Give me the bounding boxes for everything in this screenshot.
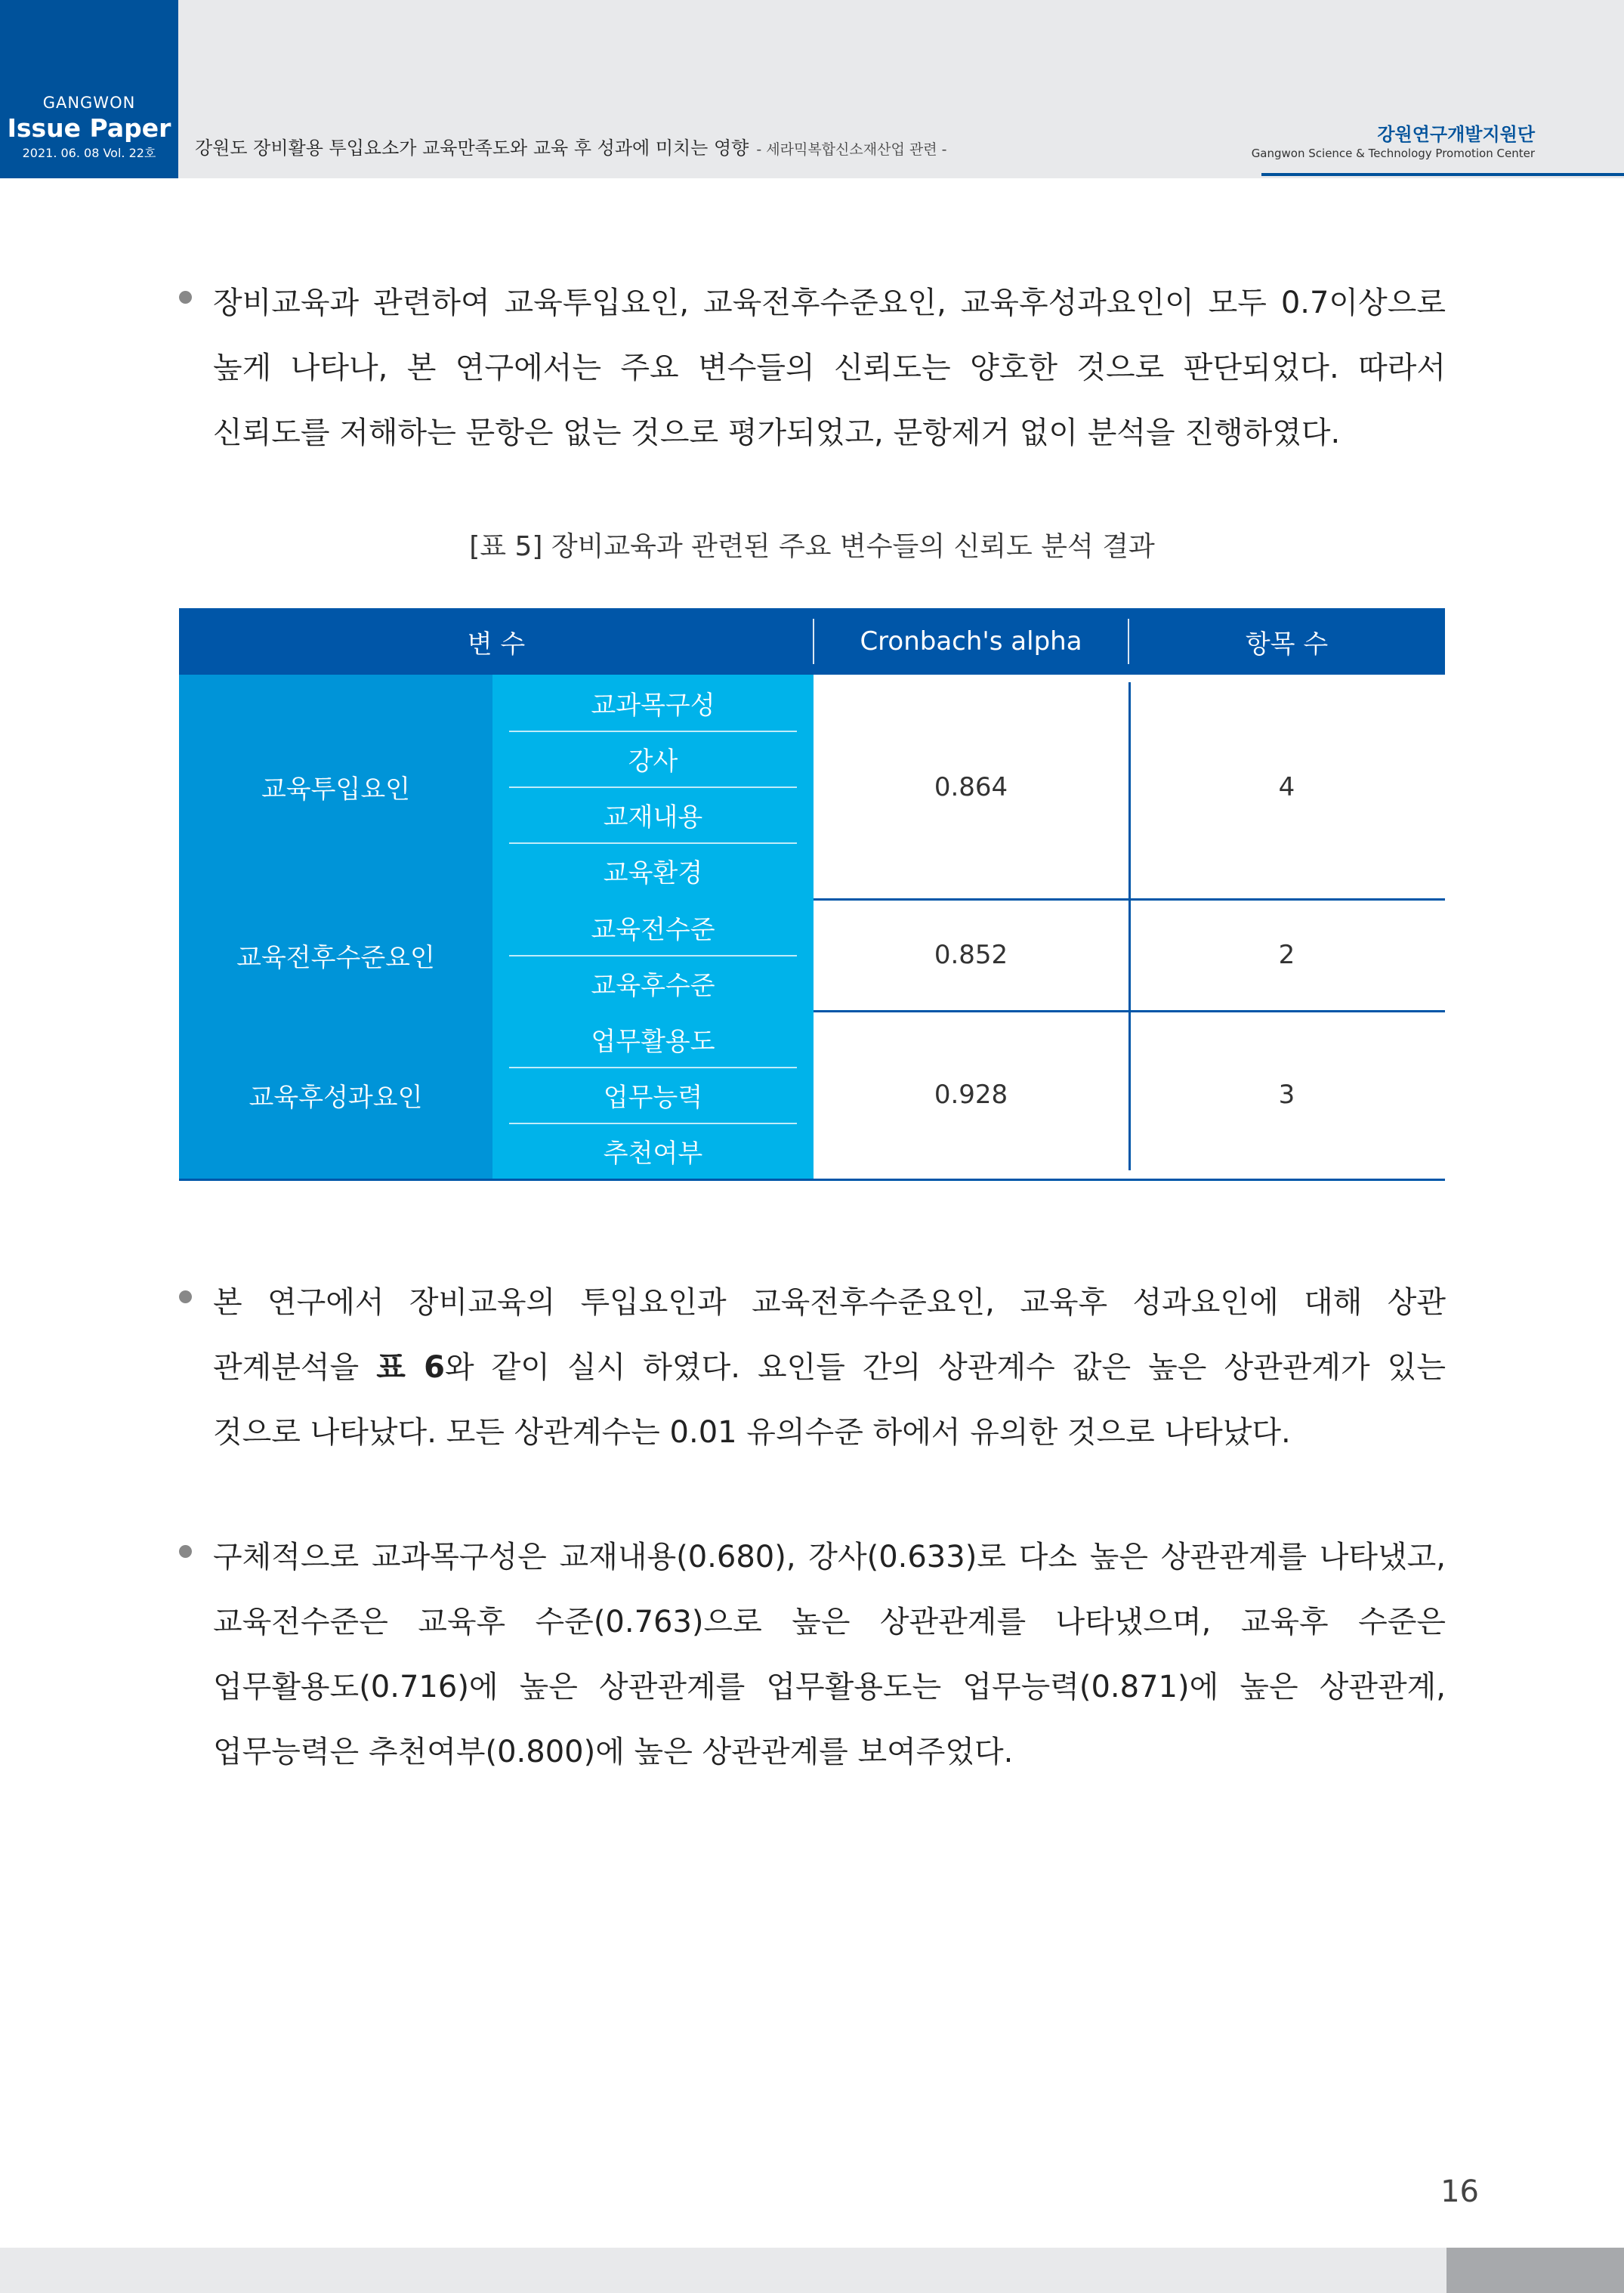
item-label: 업무능력 xyxy=(603,1082,703,1113)
paragraph-reliability: 장비교육과 관련하여 교육투입요인, 교육전후수준요인, 교육후성과요인이 모두 0.7이상으로 높게 나타나, 본 연구에서는 주요 변수들의 신뢰도는 양호한 것으로 판단되었다. 따라서 신뢰도를 저해하는 문항은 없는 것으로 평가되었고, 문항제거 없이 분석을 진행하였다. xyxy=(213,286,1446,450)
page-number: 16 xyxy=(1440,2174,1479,2209)
brand-publication: Issue Paper xyxy=(7,113,171,143)
header-rule xyxy=(1261,173,1624,176)
item-label: 교재내용 xyxy=(603,802,703,833)
group-items xyxy=(492,1011,814,1179)
paragraph-text: 와 같이 실시 하였다. 요인들 간의 상관계수 값은 높은 상관관계가 있는 것으로 나타났다. 모든 상관계수는 0.01 유의수준 하에서 유의한 것으로 나타났다. xyxy=(213,1350,1446,1450)
table-reference: 표 6 xyxy=(376,1350,445,1385)
alpha-value: 0.852 xyxy=(934,940,1008,970)
document-title-main: 강원도 장비활용 투입요소가 교육만족도와 교육 후 성과에 미치는 영향 xyxy=(195,138,749,159)
organization-name: 강원연구개발지원단 xyxy=(1377,124,1535,145)
bullet-icon xyxy=(179,291,192,304)
item-label: 교과목구성 xyxy=(591,690,715,721)
header-variable: 변 수 xyxy=(179,608,814,675)
table-bottom-rule xyxy=(179,1179,1445,1181)
header-item-count: 항목 수 xyxy=(1128,608,1445,675)
bullet-icon xyxy=(179,1545,192,1558)
group-name: 교육전후수준요인 xyxy=(179,899,492,1011)
table-caption: [표 5] 장비교육과 관련된 주요 변수들의 신뢰도 분석 결과 xyxy=(469,531,1155,562)
brand-name: GANGWON xyxy=(42,94,136,112)
document-title-sub: - 세라믹복합신소재산업 관련 - xyxy=(756,141,947,158)
brand-logo xyxy=(0,0,178,178)
header-divider xyxy=(1128,619,1129,664)
item-count-value: 2 xyxy=(1278,940,1295,970)
group-items xyxy=(492,899,814,1011)
item-count-value: 4 xyxy=(1278,771,1295,802)
issue-date: 2021. 06. 08 Vol. 22호 xyxy=(22,146,156,160)
bullet-icon xyxy=(179,1290,192,1303)
header-cronbach-alpha: Cronbach's alpha xyxy=(814,608,1128,675)
group-name: 교육후성과요인 xyxy=(179,1011,492,1179)
item-label: 교육환경 xyxy=(603,858,703,888)
document-title xyxy=(195,133,946,159)
item-count-value: 3 xyxy=(1278,1080,1295,1110)
footer-tab xyxy=(1446,2248,1624,2293)
item-label: 강사 xyxy=(628,746,678,777)
paragraph-correlation-intro xyxy=(213,1270,1446,1465)
item-label: 업무활용도 xyxy=(591,1026,715,1057)
item-label: 교육전수준 xyxy=(591,914,715,945)
column-divider xyxy=(1128,682,1131,1170)
organization-english-name: Gangwon Science & Technology Promotion Center xyxy=(1251,147,1535,160)
paragraph-correlation-detail: 구체적으로 교과목구성은 교재내용(0.680), 강사(0.633)로 다소 높은 상관관계를 나타냈고, 교육전수준은 교육후 수준(0.763)으로 높은 상관관계를 나타냈으며, 교육후 수준은 업무활용도(0.716)에 높은 상관관계를 업무활용도는 업무능력(0.871)에 높은 상관관계, 업무능력은 추천여부(0.800)에 높은 상관관계를 보여주었다. xyxy=(213,1540,1446,1769)
paragraph-text: 본 연구에서 장비교육의 투입요인과 교육전후수준요인, 교육후 성과요인에 대해 상관 관계분석을 xyxy=(213,1285,1446,1385)
alpha-value: 0.928 xyxy=(934,1080,1008,1110)
header-divider xyxy=(813,619,814,664)
footer-bar xyxy=(0,2248,1624,2293)
group-items xyxy=(492,675,814,899)
reliability-table xyxy=(179,608,1445,1181)
item-label: 추천여부 xyxy=(603,1138,703,1169)
page-header xyxy=(0,0,1624,178)
item-label: 교육후수준 xyxy=(591,970,715,1001)
group-name: 교육투입요인 xyxy=(179,675,492,899)
alpha-value: 0.864 xyxy=(934,771,1008,802)
